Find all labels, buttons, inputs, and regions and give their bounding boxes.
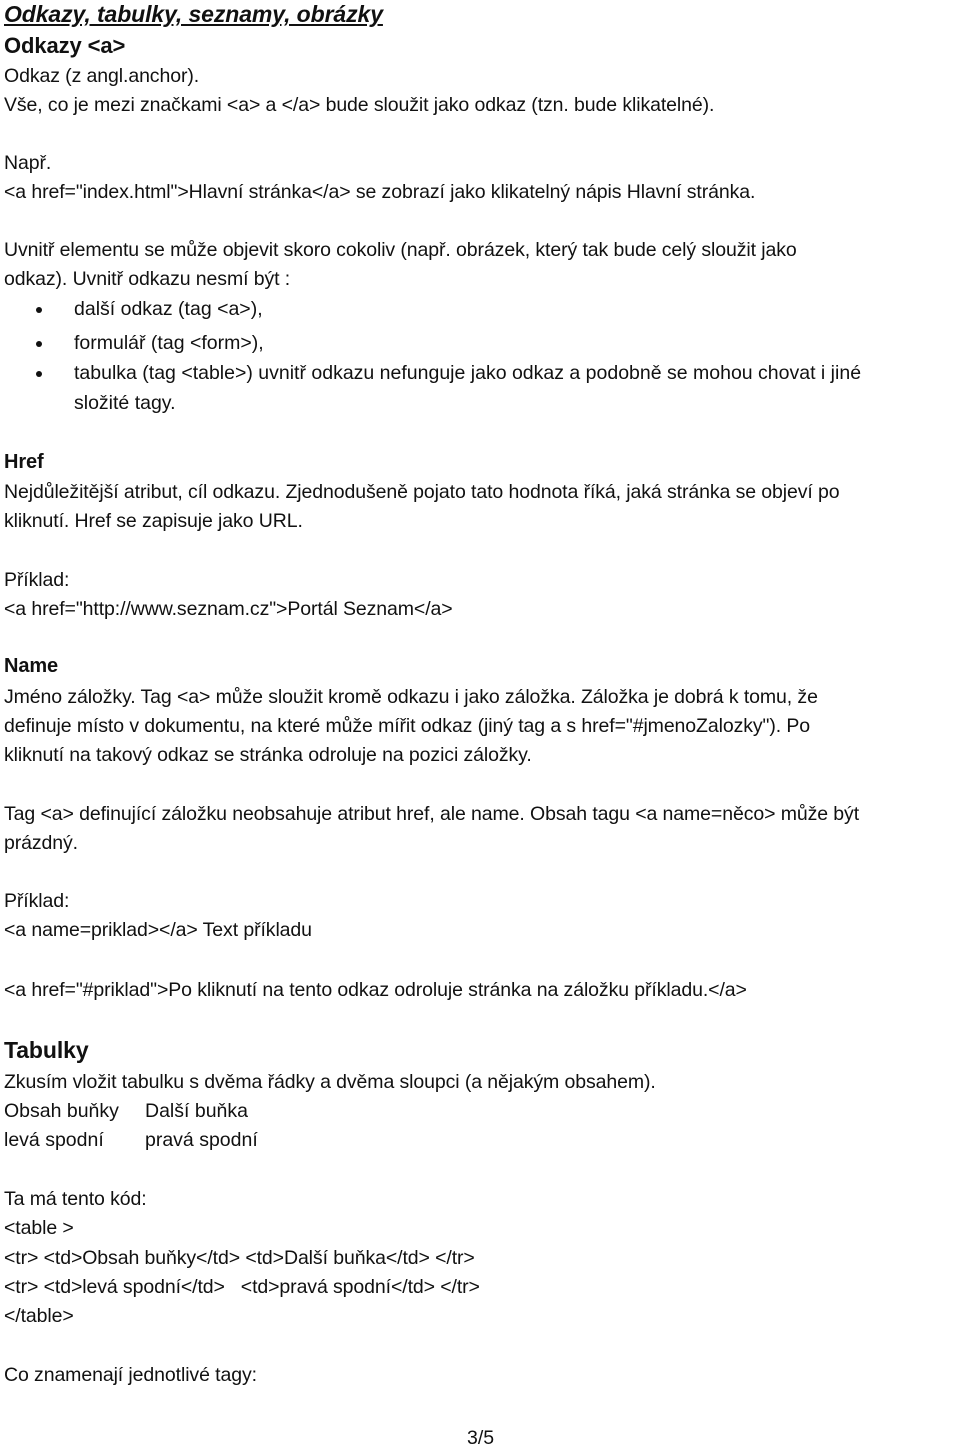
bullet-icon [36,307,42,313]
list-item [0,295,956,324]
page-title: Odkazy, tabulky, seznamy, obrázky [4,1,383,27]
list-item [0,329,956,358]
paragraph-text: Např. [4,152,52,174]
list-item-text: další odkaz (tag <a>), [74,298,263,320]
code-line: <tr> <td>Obsah buňky</td> <td>Další buňka</td> </tr> [4,1247,475,1269]
table-cell: Obsah buňky [4,1100,119,1122]
paragraph-text: Vše, co je mezi značkami <a> a </a> bude sloužit jako odkaz (tzn. bude klikatelné). [4,94,715,116]
section-heading-name: Name [4,655,59,677]
table-cell: Další buňka [145,1100,248,1122]
paragraph-text: odkaz). Uvnitř odkazu nesmí být : [4,268,291,290]
table-cell: pravá spodní [145,1129,258,1151]
paragraph-text: kliknutí na takový odkaz se stránka odroluje na pozici záložky. [4,744,532,766]
code-line: <tr> <td>levá spodní</td> <td>pravá spodní</td> </tr> [4,1276,480,1298]
code-line: <table > [4,1217,74,1239]
code-line: </table> [4,1305,74,1327]
example-label: Příklad: [4,890,70,912]
paragraph-text: kliknutí. Href se zapisuje jako URL. [4,510,303,532]
table-cell: levá spodní [4,1129,104,1151]
paragraph-text: Ta má tento kód: [4,1188,147,1210]
bullet-icon [36,341,42,347]
paragraph-text: definuje místo v dokumentu, na které může mířit odkaz (jiný tag a s href="#jmenoZalozky"). Po [4,715,811,737]
paragraph-text: Co znamenají jednotlivé tagy: [4,1364,257,1386]
section-heading-links: Odkazy <a> [4,33,126,58]
list-item-text-continued: složité tagy. [74,392,176,414]
section-heading-href: Href [4,451,44,473]
page-number: 3/5 [467,1427,495,1449]
paragraph-text: Odkaz (z angl.anchor). [4,65,200,87]
paragraph-text: Uvnitř elementu se může objevit skoro cokoliv (např. obrázek, který tak bude celý sloužit jako [4,239,797,261]
paragraph-text: prázdný. [4,832,78,854]
paragraph-text: Jméno záložky. Tag <a> může sloužit kromě odkazu i jako záložka. Záložka je dobrá k tomu, že [4,686,818,708]
list-item [0,359,956,417]
bullet-icon [36,371,42,377]
section-heading-tables: Tabulky [4,1037,89,1063]
code-example: <a href="index.html">Hlavní stránka</a> se zobrazí jako klikatelný nápis Hlavní stránka. [4,181,756,203]
list-item-text: tabulka (tag <table>) uvnitř odkazu nefunguje jako odkaz a podobně se mohou chovat i jiné [74,362,862,384]
code-example: <a href="#priklad">Po kliknutí na tento odkaz odroluje stránka na záložku příkladu.</a> [4,979,747,1001]
paragraph-text: Tag <a> definující záložku neobsahuje atribut href, ale name. Obsah tagu <a name=něco> může být [4,803,860,825]
list-item-text: formulář (tag <form>), [74,332,264,354]
paragraph-text: Nejdůležitější atribut, cíl odkazu. Zjednodušeně pojato tato hodnota říká, jaká stránka se objeví po [4,481,840,503]
code-example: <a name=priklad></a> Text příkladu [4,919,312,941]
paragraph-text: Zkusím vložit tabulku s dvěma řádky a dvěma sloupci (a nějakým obsahem). [4,1071,656,1093]
code-example: <a href="http://www.seznam.cz">Portál Seznam</a> [4,598,453,620]
example-label: Příklad: [4,569,70,591]
